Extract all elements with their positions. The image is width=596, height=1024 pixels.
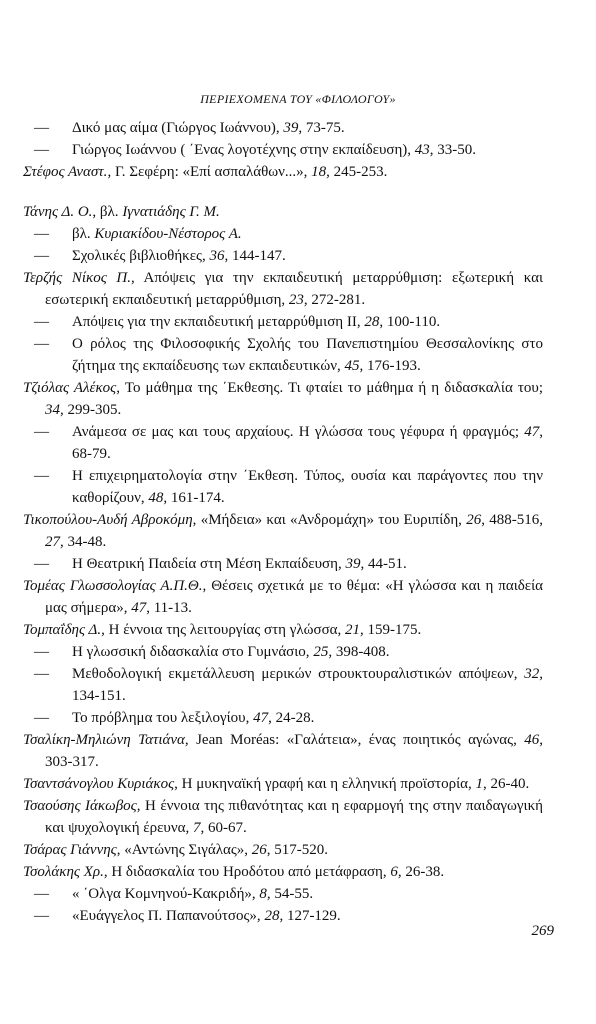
index-entry-author bbox=[23, 795, 543, 839]
continuation-dash: — bbox=[34, 556, 49, 572]
entry-italic-text: Τσάρας Γιάννης bbox=[23, 842, 117, 858]
index-entry-author bbox=[23, 509, 543, 553]
index-entry-subentry bbox=[23, 311, 543, 333]
entry-italic-text: 39 bbox=[345, 556, 361, 572]
entry-italic-text: Ιγνατιάδης Γ. Μ. bbox=[122, 204, 220, 220]
index-entry-subentry bbox=[23, 333, 543, 377]
entry-italic-text: 32 bbox=[524, 666, 540, 682]
entry-text: , βλ. bbox=[92, 204, 123, 220]
index-entry-subentry bbox=[23, 553, 543, 575]
entry-italic-text: 48 bbox=[148, 490, 164, 506]
entry-text: , Απόψεις για την εκπαιδευτική μεταρρύθμιση: εξωτερική και εσωτερική εκπαιδευτική μεταρρύθμιση, bbox=[45, 270, 544, 308]
entry-italic-text: 47 bbox=[524, 424, 540, 440]
entry-text: Η Θεατρική Παιδεία στη Μέση Εκπαίδευση, bbox=[72, 556, 346, 572]
entry-text: , 33-50. bbox=[429, 142, 477, 158]
entry-text: , Το μάθημα της ΄Εκθεσης. Τι φταίει το μάθημα ή η διδασκαλία του; bbox=[116, 380, 544, 396]
index-entry-subentry bbox=[23, 139, 543, 161]
continuation-dash: — bbox=[34, 424, 49, 440]
entry-text: Σχολικές βιβλιοθήκες, bbox=[72, 248, 210, 264]
entry-text: , Γ. Σεφέρη: «Επί ασπαλάθων...», bbox=[107, 164, 312, 180]
continuation-dash: — bbox=[34, 666, 49, 682]
entry-italic-text: Τερζής Νίκος Π. bbox=[23, 270, 131, 286]
index-entry-author bbox=[23, 267, 543, 311]
entry-italic-text: 39 bbox=[283, 120, 299, 136]
entry-text: Δικό μας αίμα (Γιώργος Ιωάννου), bbox=[72, 120, 284, 136]
entry-text: , 44-51. bbox=[360, 556, 407, 572]
continuation-dash: — bbox=[34, 908, 49, 924]
entry-text: , Η έννοια της πιθανότητας και η εφαρμογή της στην παιδαγωγική και ψυχολογική έρευνα, bbox=[45, 798, 543, 836]
continuation-dash: — bbox=[34, 142, 49, 158]
index-entry-author bbox=[23, 729, 543, 773]
entry-text: , 11-13. bbox=[146, 600, 192, 616]
index-entry-subentry bbox=[23, 707, 543, 729]
index-entry-author bbox=[23, 161, 543, 183]
entry-italic-text: Τάνης Δ. Ο. bbox=[23, 204, 93, 220]
entry-italic-text: 25 bbox=[313, 644, 329, 660]
entry-italic-text: 26 bbox=[466, 512, 482, 528]
entry-text: , «Μήδεια» και «Ανδρομάχη» του Ευριπίδη, bbox=[192, 512, 467, 528]
entry-italic-text: Τομπαΐδης Δ. bbox=[23, 622, 102, 638]
index-entry-subentry bbox=[23, 223, 543, 245]
index-entry-subentry bbox=[23, 421, 543, 465]
entry-text: Γιώργος Ιωάννου ( ΄Ενας λογοτέχνης στην εκπαίδευση), bbox=[72, 142, 415, 158]
entry-italic-text: Στέφος Αναστ. bbox=[23, 164, 108, 180]
index-entry-subentry bbox=[23, 117, 543, 139]
continuation-dash: — bbox=[34, 120, 49, 136]
page-number: 269 bbox=[531, 923, 554, 939]
entry-italic-text: Κυριακίδου-Νέστορος Α. bbox=[94, 226, 242, 242]
entry-text: , 488-516, bbox=[481, 512, 544, 528]
index-entry-author bbox=[23, 861, 543, 883]
entry-italic-text: 47 bbox=[131, 600, 147, 616]
entry-text: , «Αντώνης Σιγάλας», bbox=[116, 842, 252, 858]
entry-text: , Θέσεις σχετικά με το θέμα: «Η γλώσσα και η παιδεία μας σήμερα», bbox=[45, 578, 543, 616]
entry-italic-text: 28 bbox=[264, 908, 280, 924]
entry-text: , 73-75. bbox=[298, 120, 345, 136]
continuation-dash: — bbox=[34, 468, 49, 484]
entry-text: , Jean Moréas: «Γαλάτεια», ένας ποιητικός αγώνας, bbox=[184, 732, 525, 748]
entry-italic-text: Τσαούσης Ιάκωβος bbox=[23, 798, 137, 814]
entry-text: , 24-28. bbox=[268, 710, 315, 726]
entry-text: , 299-305. bbox=[60, 402, 122, 418]
index-entry-subentry bbox=[23, 663, 543, 707]
continuation-dash: — bbox=[34, 226, 49, 242]
entry-italic-text: 36 bbox=[209, 248, 225, 264]
entry-text: , 303-317. bbox=[45, 732, 543, 770]
entry-italic-text: 1 bbox=[475, 776, 483, 792]
entry-italic-text: 8 bbox=[259, 886, 267, 902]
entry-text: , Η έννοια της λειτουργίας στη γλώσσα, bbox=[101, 622, 346, 638]
entry-text: , 159-175. bbox=[360, 622, 422, 638]
entry-text: Απόψεις για την εκπαιδευτική μεταρρύθμιση ΙΙ, bbox=[72, 314, 365, 330]
entry-text: Ανάμεσα σε μας και τους αρχαίους. Η γλώσσα τους γέφυρα ή φραγμός; bbox=[72, 424, 525, 440]
entry-italic-text: Τσαντσάνογλου Κυριάκος bbox=[23, 776, 175, 792]
entry-text: , 176-193. bbox=[359, 358, 421, 374]
entry-italic-text: Τσαλίκη-Μηλιώνη Τατιάνα bbox=[23, 732, 185, 748]
entry-italic-text: 46 bbox=[524, 732, 540, 748]
entry-text: , 517-520. bbox=[266, 842, 329, 858]
entry-text: , 54-55. bbox=[266, 886, 314, 902]
entry-text: , 398-408. bbox=[328, 644, 390, 660]
entry-text: «Ευάγγελος Π. Παπανούτσος», bbox=[72, 908, 265, 924]
entry-text: , 26-40. bbox=[482, 776, 530, 792]
entry-text: Μεθοδολογική εκμετάλλευση μερικών στρουκτουραλιστικών απόψεων, bbox=[72, 666, 525, 682]
index-entry-author bbox=[23, 839, 543, 861]
entry-text: , 60-67. bbox=[200, 820, 247, 836]
index-entry-author bbox=[23, 575, 543, 619]
entry-italic-text: 26 bbox=[251, 842, 267, 858]
index-entry-subentry bbox=[23, 905, 543, 927]
entry-italic-text: 28 bbox=[364, 314, 380, 330]
continuation-dash: — bbox=[34, 886, 49, 902]
entry-italic-text: 6 bbox=[390, 864, 398, 880]
entry-text: , Η μυκηναϊκή γραφή και η ελληνική προϊστορία, bbox=[174, 776, 476, 792]
entry-italic-text: Τσολάκης Χρ. bbox=[23, 864, 104, 880]
entry-text: , Η διδασκαλία του Ηροδότου από μετάφραση, bbox=[103, 864, 391, 880]
entry-text: Η γλωσσική διδασκαλία στο Γυμνάσιο, bbox=[72, 644, 314, 660]
continuation-dash: — bbox=[34, 248, 49, 264]
index-entry-author bbox=[23, 619, 543, 641]
entry-italic-text: 34 bbox=[45, 402, 60, 418]
continuation-dash: — bbox=[34, 644, 49, 660]
index-entry-author bbox=[23, 377, 543, 421]
entry-text: , 144-147. bbox=[224, 248, 286, 264]
entry-text: Η επιχειρηματολογία στην ΄Εκθεση. Τύπος, ουσία και παράγοντες που την καθορίζουν, bbox=[72, 468, 543, 506]
entry-italic-text: 43 bbox=[414, 142, 430, 158]
entry-text: « ΄Ολγα Κομνηνού-Κακριδή», bbox=[72, 886, 260, 902]
entry-text: , 134-151. bbox=[72, 666, 543, 704]
index-entry-author bbox=[23, 201, 543, 223]
entry-italic-text: 47 bbox=[253, 710, 269, 726]
continuation-dash: — bbox=[34, 314, 49, 330]
entry-text: , 34-48. bbox=[60, 534, 107, 550]
entry-italic-text: 7 bbox=[192, 820, 201, 836]
entry-text: , 245-253. bbox=[326, 164, 388, 180]
index-entry-author bbox=[23, 773, 543, 795]
index-entry-subentry bbox=[23, 465, 543, 509]
entry-italic-text: Τικοπούλου-Αυδή Αβροκόμη bbox=[23, 512, 193, 528]
entry-text: , 68-79. bbox=[72, 424, 543, 462]
entry-italic-text: 45 bbox=[344, 358, 360, 374]
index-entries-list bbox=[23, 117, 543, 927]
entry-italic-text: Τζιόλας Αλέκος bbox=[23, 380, 117, 396]
entry-italic-text: Τομέας Γλωσσολογίας Α.Π.Θ. bbox=[23, 578, 203, 594]
entry-italic-text: 27 bbox=[45, 534, 60, 550]
entry-italic-text: 18 bbox=[311, 164, 327, 180]
entry-italic-text: 23 bbox=[288, 292, 304, 308]
page-header-title: ΠΕΡΙΕΧΟΜΕΝΑ ΤΟΥ «ΦΙΛΟΛΟΓΟΥ» bbox=[200, 92, 396, 106]
entry-text: , 161-174. bbox=[163, 490, 225, 506]
index-entry-subentry bbox=[23, 245, 543, 267]
index-entry-subentry bbox=[23, 883, 543, 905]
continuation-dash: — bbox=[34, 710, 49, 726]
entry-text: Το πρόβλημα του λεξιλογίου, bbox=[72, 710, 254, 726]
index-entry-subentry bbox=[23, 641, 543, 663]
entry-text: , 26-38. bbox=[397, 864, 445, 880]
entry-text: , 100-110. bbox=[379, 314, 441, 330]
continuation-dash: — bbox=[34, 336, 49, 352]
entry-italic-text: 21 bbox=[345, 622, 361, 638]
entry-text: Ο ρόλος της Φιλοσοφικής Σχολής του Πανεπιστημίου Θεσσαλονίκης στο ζήτημα της εκπαίδευσης των εκπαιδευτικών, bbox=[72, 336, 543, 374]
entry-text: βλ. bbox=[72, 226, 95, 242]
entry-text: , 272-281. bbox=[303, 292, 366, 308]
entry-text: , 127-129. bbox=[279, 908, 341, 924]
